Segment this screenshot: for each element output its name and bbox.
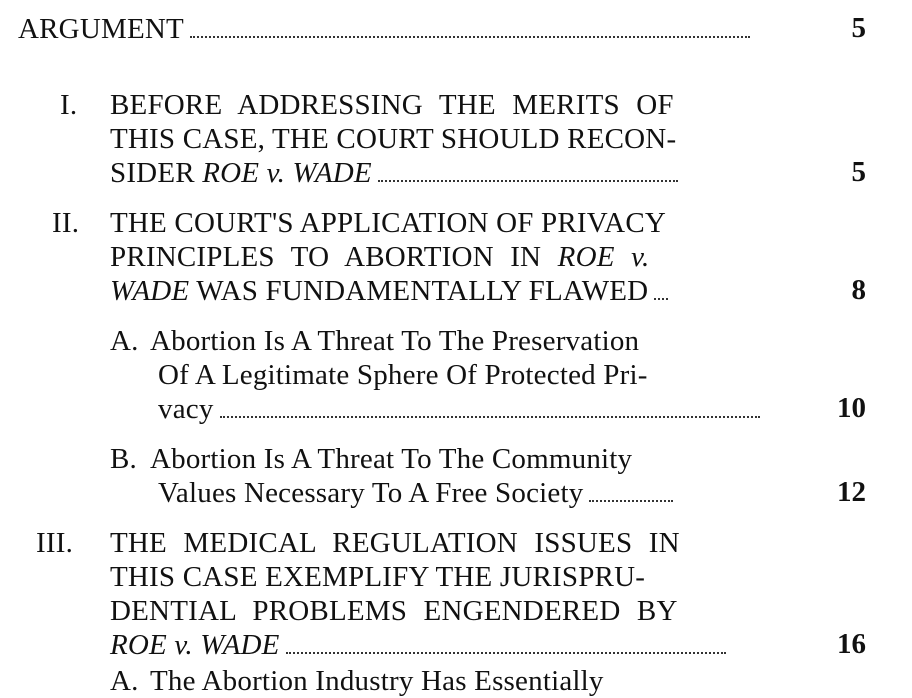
subsection-letter: B. — [110, 443, 137, 475]
page-number: 16 — [837, 628, 866, 660]
section-1-line-3: SIDER ROE v. WADE — [110, 156, 678, 190]
leader-dots — [589, 498, 673, 502]
section-1-line-1: BEFORE ADDRESSING THE MERITS OF — [110, 89, 674, 121]
subsection-a-line-1: Abortion Is A Threat To The Preservation — [150, 325, 640, 357]
subsection-partial-line: The Abortion Industry Has Essentially — [150, 665, 604, 697]
section-3-line-4: ROE v. WADE — [110, 628, 726, 662]
section-2-line-3: WADE WAS FUNDAMENTALLY FLAWED — [110, 274, 668, 308]
subsection-a-line-3: vacy — [158, 392, 760, 426]
section-numeral: III. — [36, 527, 74, 559]
leader-dots — [378, 178, 678, 182]
subsection-b-line-1: Abortion Is A Threat To The Community — [150, 443, 633, 475]
section-2-line-2: PRINCIPLES TO ABORTION IN ROE v. — [110, 241, 650, 273]
section-numeral: II. — [52, 207, 80, 239]
page-number: 12 — [837, 476, 866, 508]
section-3-line-1: THE MEDICAL REGULATION ISSUES IN — [110, 527, 680, 559]
subsection-a-line-2: Of A Legitimate Sphere Of Protected Pri- — [158, 359, 648, 391]
section-3-line-3: DENTIAL PROBLEMS ENGENDERED BY — [110, 595, 678, 627]
toc-entry-argument — [18, 12, 750, 46]
subsection-letter: A. — [110, 325, 139, 357]
section-3-line-2: THIS CASE EXEMPLIFY THE JURISPRU- — [110, 561, 646, 593]
leader-dots — [654, 296, 668, 300]
subsection-letter-partial: A. — [110, 665, 139, 697]
section-1-line-2: THIS CASE, THE COURT SHOULD RECON- — [110, 123, 677, 155]
subsection-b-line-2: Values Necessary To A Free Society — [158, 476, 673, 510]
leader-dots — [286, 650, 726, 654]
section-2-line-1: THE COURT'S APPLICATION OF PRIVACY — [110, 207, 667, 239]
leader-dots — [190, 34, 750, 38]
page-number: 10 — [837, 392, 866, 424]
entry-title: ARGUMENT — [18, 13, 184, 45]
leader-dots — [220, 414, 760, 418]
page-number: 8 — [851, 274, 866, 306]
page-number: 5 — [851, 156, 866, 188]
section-numeral: I. — [60, 89, 78, 121]
page-number: 5 — [851, 12, 866, 44]
